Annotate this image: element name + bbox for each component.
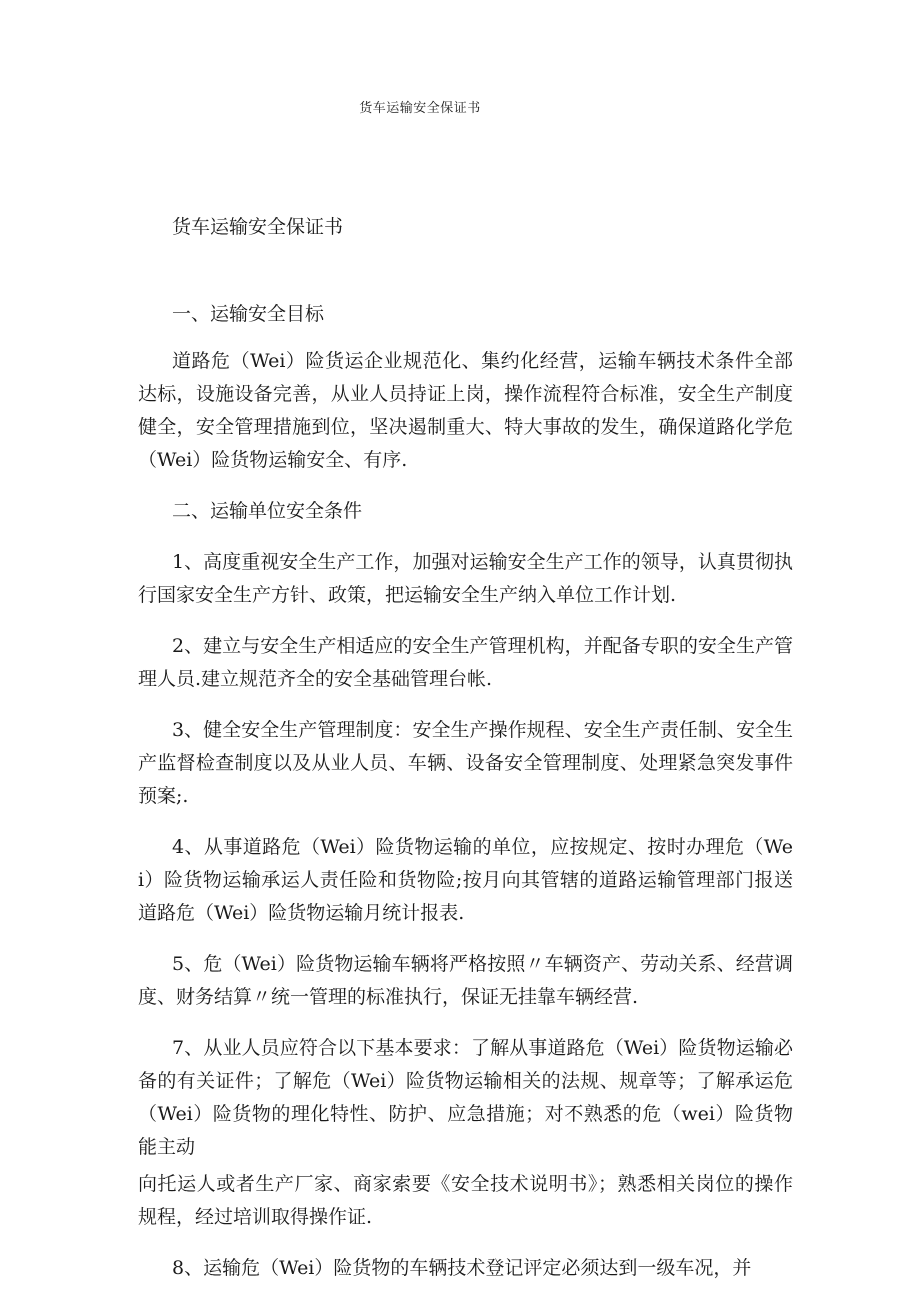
section-heading-2: 二、运输单位安全条件 (172, 500, 363, 522)
list-item: 5、危（Wei）险货物运输车辆将严格按照〃车辆资产、劳动关系、经营调度、财务结算〃统一管理的标准执行，保证无挂靠车辆经营. (138, 953, 793, 1008)
list-item: 4、从事道路危（Wei）险货物运输的单位，应按规定、按时办理危（Wei）险货物运输承运人责任险和货物险;按月向其管辖的道路运输管理部门报送道路危（Wei）险货物运输月统计报表. (138, 836, 793, 924)
list-item: 1、高度重视安全生产工作，加强对运输安全生产工作的领导，认真贯彻执行国家安全生产方针、政策，把运输安全生产纳入单位工作计划. (138, 551, 793, 606)
document-body (138, 298, 793, 1285)
document-title: 货车运输安全保证书 (172, 216, 344, 238)
section-1-paragraph: 道路危（Wei）险货运企业规范化、集约化经营，运输车辆技术条件全部达标，设施设备完善，从业人员持证上岗，操作流程符合标准，安全生产制度健全，安全管理措施到位，坚决遏制重大、特大事故的发生，确保道路化学危（Wei）险货物运输安全、有序. (138, 350, 793, 471)
continuation-paragraph: 向托运人或者生产厂家、商家索要《安全技术说明书》；熟悉相关岗位的操作规程，经过培训取得操作证. (138, 1173, 793, 1228)
list-item: 2、建立与安全生产相适应的安全生产管理机构，并配备专职的安全生产管理人员.建立规范齐全的安全基础管理台帐. (138, 635, 793, 690)
section-heading-1: 一、运输安全目标 (172, 303, 325, 325)
list-item: 7、从业人员应符合以下基本要求：了解从事道路危（Wei）险货物运输必备的有关证件；了解危（Wei）险货物运输相关的法规、规章等；了解承运危（Wei）险货物的理化特性、防护、应急措施；对不熟悉的危（wei）险货物能主动 (138, 1037, 793, 1158)
list-item: 3、健全安全生产管理制度：安全生产操作规程、安全生产责任制、安全生产监督检查制度以及从业人员、车辆、设备安全管理制度、处理紧急突发事件预案;. (138, 719, 793, 807)
list-item: 8、运输危（Wei）险货物的车辆技术登记评定必须达到一级车况，并 (172, 1257, 752, 1279)
running-header: 货车运输安全保证书 (359, 101, 481, 116)
